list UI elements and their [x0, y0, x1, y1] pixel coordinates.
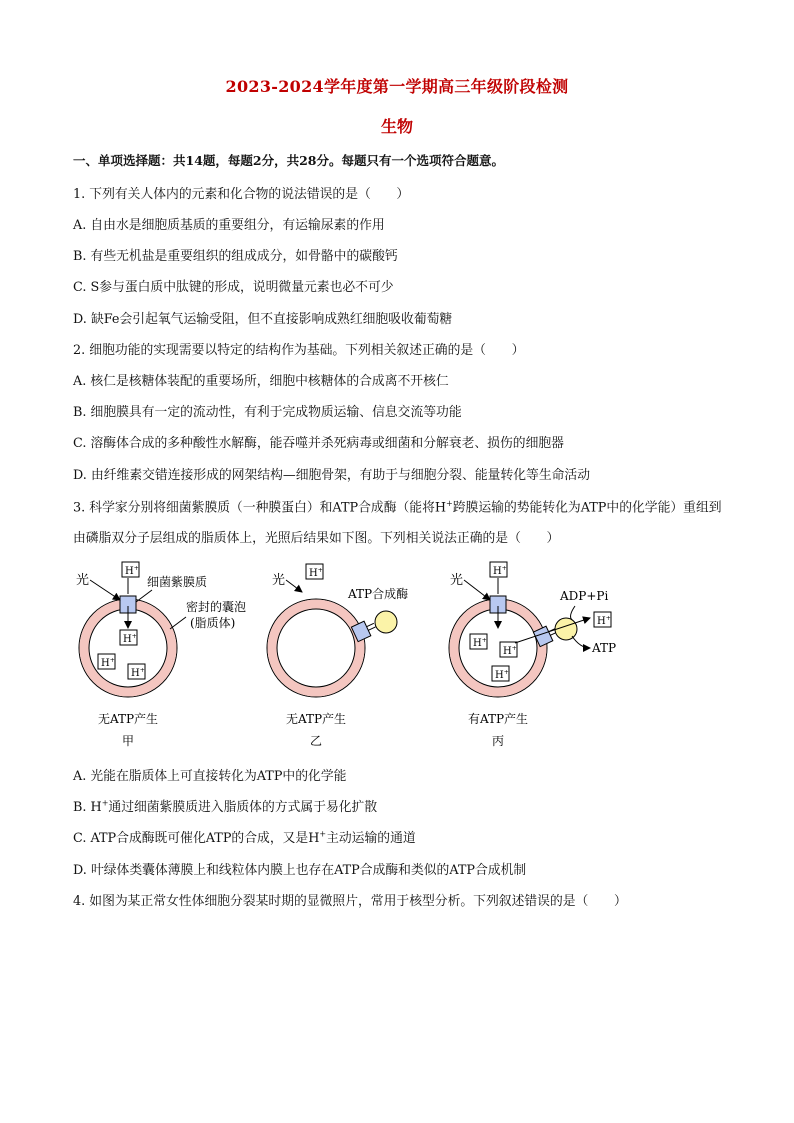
- atp-label: ATP: [592, 641, 617, 655]
- q1-option-b: B. 有些无机盐是重要组织的组成成分，如骨骼中的碳酸钙: [73, 249, 398, 264]
- adp-pi-label: ADP+Pi: [560, 589, 609, 603]
- panel-a-label: 甲: [121, 734, 135, 748]
- subject-title: 生物: [380, 117, 413, 136]
- membrane-ring: [272, 604, 360, 692]
- panel-c-result: 有ATP产生: [467, 712, 529, 726]
- q2-option-d: D. 由纤维素交错连接形成的网架结构—细胞骨架，有助于与细胞分裂、能量转化等生命活动: [73, 468, 591, 483]
- panel-a: [76, 562, 246, 748]
- panel-c: [449, 562, 616, 748]
- panel-b-result: 无ATP产生: [285, 712, 347, 726]
- q2-stem: 2. 细胞功能的实现需要以特定的结构作为基础。下列相关叙述正确的是（ ）: [73, 343, 525, 358]
- light-arrow: [286, 580, 302, 592]
- light-label: 光: [76, 573, 90, 588]
- panel-b-label: 乙: [309, 734, 323, 748]
- vesicle-label: 密封的囊泡: [186, 600, 247, 614]
- q2-option-b: B. 细胞膜具有一定的流动性，有利于完成物质运输、信息交流等功能: [73, 405, 462, 420]
- h-ion-label: H+: [125, 565, 139, 577]
- q1-option-a: A. 自由水是细胞质基质的重要组分，有运输尿素的作用: [73, 218, 385, 233]
- h-ion-label: H+: [473, 637, 487, 649]
- h-ion-label: H+: [495, 669, 509, 681]
- q3-option-a: A. 光能在脂质体上可直接转化为ATP中的化学能: [73, 769, 347, 784]
- q3-option-d: D. 叶绿体类囊体薄膜上和线粒体内膜上也存在ATP合成酶和类似的ATP合成机制: [73, 863, 527, 878]
- panel-a-result: 无ATP产生: [97, 712, 159, 726]
- light-label: 光: [450, 573, 464, 588]
- h-ion-label: H+: [503, 645, 517, 657]
- h-ion-label: H+: [493, 565, 507, 577]
- light-arrow: [464, 580, 490, 600]
- q3-option-b: B. H+通过细菌紫膜质进入脂质体的方式属于易化扩散: [73, 798, 378, 815]
- h-ion-label: H+: [131, 667, 145, 679]
- atp-synthase-head: [375, 611, 397, 633]
- q3-stem: 3. 科学家分别将细菌紫膜质（一种膜蛋白）和ATP合成酶（能将H+跨膜运输的势能转化为ATP中的化学能）重组到由磷脂双分子层组成的脂质体上，光照后结果如下图。下列相关说法正确的是（ ）: [73, 499, 722, 547]
- panel-c-label: 丙: [491, 734, 505, 748]
- section-heading: 一、单项选择题：共14题，每题2分，共28分。每题只有一个选项符合题意。: [73, 153, 504, 168]
- h-ion-label: H+: [309, 567, 323, 579]
- q2-option-a: A. 核仁是核糖体装配的重要场所，细胞中核糖体的合成离不开核仁: [73, 374, 449, 389]
- h-ion-label: H+: [123, 633, 137, 645]
- q2-option-c: C. 溶酶体合成的多种酸性水解酶，能吞噬并杀死病毒或细菌和分解衰老、损伤的细胞器: [73, 436, 564, 451]
- q4-stem: 4. 如图为某正常女性体细胞分裂某时期的显微照片，常用于核型分析。下列叙述错误的是（ ）: [73, 894, 627, 909]
- q1-option-c: C. S参与蛋白质中肽键的形成，说明微量元素也必不可少: [73, 280, 394, 295]
- q3-option-c: C. ATP合成酶既可催化ATP的合成，又是H+主动运输的通道: [73, 829, 416, 846]
- bacteriorhodopsin-label: 细菌紫膜质: [147, 575, 208, 589]
- atp-synthase-label: ATP合成酶: [348, 587, 409, 601]
- liposome-diagram: [70, 556, 730, 756]
- q1-option-d: D. 缺Fe会引起氧气运输受阻，但不直接影响成熟红细胞吸收葡萄糖: [73, 312, 453, 327]
- q1-stem: 1. 下列有关人体内的元素和化合物的说法错误的是（ ）: [73, 187, 410, 202]
- liposome-label: (脂质体): [190, 616, 236, 630]
- h-ion-label: H+: [597, 615, 611, 627]
- light-label: 光: [272, 573, 286, 588]
- light-arrow: [90, 580, 120, 600]
- h-ion-label: H+: [101, 657, 115, 669]
- page-title: 2023-2024学年度第一学期高三年级阶段检测: [225, 77, 569, 96]
- panel-b: [267, 564, 408, 748]
